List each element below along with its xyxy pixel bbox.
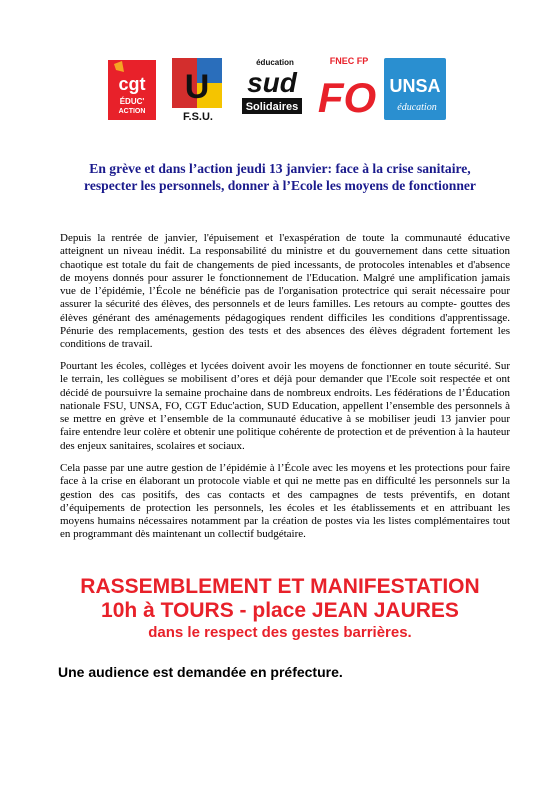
rally-time-place: 10h à TOURS - place JEAN JAURES (101, 599, 459, 622)
paragraph-2: Pourtant les écoles, collèges et lycées doivent avoir les moyens de fonctionner en toute sécurité. Sur le terrain, les collègues se mobilisent d’ores et déjà pour demander que l'Ecole soit respectée et ont décidé de poursuivre la semaine prochaine dans de nombreux endroits. Les fédérations de l’Éducation nationale FSU, UNSA, FO, CGT Educ'action, SUD Education, appellent l’ensemble des personnels à se mettre en grève et l’ensemble de la communauté éducative à se mobiliser jeudi 13 janvier pour faire entendre leur colère et obtenir une politique cohérente de protection et de prévention à la hauteur des enjeux sanitaires, scolaires et sociaux. (60, 360, 510, 452)
document-title (40, 160, 520, 194)
unsa-education-logo (384, 58, 446, 120)
svg-text:F.S.U.: F.S.U. (183, 111, 213, 122)
audience-note: Une audience est demandée en préfecture. (58, 664, 343, 680)
title-line-2: respecter les personnels, donner à l’Ecole les moyens de fonctionner (84, 178, 476, 193)
cgt-logo-text: cgt (118, 74, 146, 94)
svg-text:UNSA: UNSA (389, 76, 441, 96)
rally-heading: RASSEMBLEMENT ET MANIFESTATION (80, 575, 480, 598)
svg-text:FO: FO (317, 74, 377, 121)
svg-text:ACTION: ACTION (118, 108, 146, 115)
svg-text:U: U (184, 68, 210, 106)
svg-text:ÉDUC': ÉDUC' (119, 97, 145, 106)
rally-announcement (40, 575, 520, 643)
fnec-fp-fo-logo (315, 54, 377, 122)
svg-text:sud: sud (247, 67, 297, 98)
sud-solidaires-logo (241, 56, 303, 120)
svg-text:éducation: éducation (256, 58, 294, 67)
svg-text:FNEC FP: FNEC FP (329, 56, 369, 66)
union-logos (108, 52, 458, 122)
paragraph-3: Cela passe par une autre gestion de l’épidémie à l’École avec les moyens et les protections pour faire face à la crise en élaborant un protocole viable et qui ne mette pas en difficulté les personnels sur la gestion des cas positifs, des cas contacts et des campagnes de tests préventifs, en dotant d’équipements de protection les personnels, les écoles et les établissements et en attribuant les moyens humains nécessaires notamment par la création de postes via les listes complémentaires tout en programmant dès maintenant un collectif budgétaire. (60, 462, 510, 541)
title-line-1: En grève et dans l’action jeudi 13 janvier: face à la crise sanitaire, (89, 161, 471, 176)
cgt-educaction-logo (108, 60, 156, 120)
fsu-logo (170, 58, 226, 122)
svg-text:éducation: éducation (397, 102, 437, 113)
paragraph-1: Depuis la rentrée de janvier, l'épuisement et l'exaspération de toute la communauté éducative atteignent un niveau inédit. La responsabilité du ministre et du gouvernement dans cette situation chaotique est totale du fait de changements de pied incessants, de protocoles intenables et d'absence de moyens donnés pour assurer le fonctionnement de l'Education. Malgré une amplification jamais vue de l’épidémie, l’École ne bénéficie pas de l'organisation protectrice qui serait nécessaire pour assurer la sécurité des élèves, des personnels et de leurs familles. Les retours au compte- gouttes des élèves générant des aménagements pédagogiques rendent difficiles les conditions d'apprentissage. Pénurie des remplacements, gestion des tests et des absences des élèves dégradent fortement les conditions de travail. (60, 232, 510, 351)
svg-text:Solidaires: Solidaires (245, 101, 299, 113)
rally-note: dans le respect des gestes barrières. (148, 624, 412, 641)
